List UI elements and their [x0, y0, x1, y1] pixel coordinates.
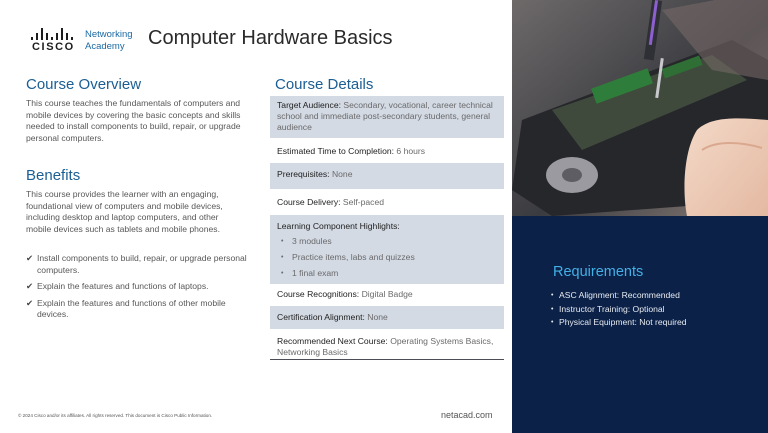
detail-label: Course Recognitions:: [277, 289, 360, 299]
cisco-networking-academy-logo: [30, 28, 142, 56]
benefit-item-text: Explain the features and functions of laptops.: [37, 281, 209, 292]
benefit-item: [26, 281, 248, 293]
netacad-link[interactable]: netacad.com: [441, 410, 493, 420]
detail-row-prerequisites: [270, 163, 504, 189]
cisco-wordmark: CISCO: [32, 41, 75, 53]
laptop-repair-illustration: [512, 0, 768, 216]
copyright-notice: © 2024 Cisco and/or its affiliates. All rights reserved. This document is Cisco Public Information.: [18, 413, 213, 418]
logo-networking-text: Networking: [85, 29, 133, 40]
benefits-text: This course provides the learner with an engaging, foundational view of computers and mobile devices, including desktop and laptop computers, and other mobile devices such as tablets and mobile phones.: [26, 189, 223, 234]
highlight-item: • 3 modules: [277, 236, 497, 247]
requirement-item: • Instructor Training: Optional: [551, 303, 687, 317]
benefit-item-text: Install components to build, repair, or upgrade personal computers.: [37, 253, 247, 275]
detail-value: Secondary, vocational, career technical school and immediate post-secondary students, general audience: [277, 100, 493, 132]
detail-label: Prerequisites:: [277, 169, 330, 179]
detail-row-course-delivery: [270, 189, 504, 215]
detail-value: Operating Systems Basics, Networking Basics: [277, 336, 494, 357]
benefit-item: [26, 253, 248, 276]
course-overview-heading: Course Overview: [26, 76, 142, 93]
course-details-table: [270, 96, 504, 360]
laptop-repair-photo: [512, 0, 768, 216]
highlight-item: • Practice items, labs and quizzes: [277, 252, 497, 263]
course-details-heading: Course Details: [275, 76, 374, 93]
detail-label: Target Audience:: [277, 100, 342, 110]
detail-label: Estimated Time to Completion:: [277, 146, 395, 156]
detail-label: Certification Alignment:: [277, 312, 365, 322]
detail-row-next-course: [270, 329, 504, 360]
highlight-item: • 1 final exam: [277, 268, 497, 279]
detail-label: Recommended Next Course:: [277, 336, 388, 346]
benefit-item-text: Explain the features and functions of other mobile devices.: [37, 297, 226, 320]
detail-value: Digital Badge: [361, 289, 413, 299]
requirement-item: • ASC Alignment: Recommended: [551, 289, 687, 303]
requirement-item: • Physical Equipment: Not required: [551, 316, 687, 330]
course-overview-text: This course teaches the fundamentals of computers and mobile devices by covering the basic concepts and skills needed to install components to build, repair, or upgrade personal computers.: [26, 98, 241, 143]
detail-row-target-audience: [270, 96, 504, 138]
detail-label: Course Delivery:: [277, 197, 341, 207]
academy-wordmark: [85, 29, 133, 53]
requirements-heading: Requirements: [553, 264, 644, 280]
benefits-heading: Benefits: [26, 167, 81, 184]
benefit-item: [26, 298, 248, 321]
requirements-panel: [512, 216, 768, 433]
cisco-bars-icon: [31, 28, 77, 40]
highlights-list: [277, 236, 497, 279]
detail-value: Self-paced: [342, 197, 385, 207]
detail-row-recognitions: [270, 284, 504, 306]
detail-row-estimated-time: [270, 138, 504, 163]
detail-label: Learning Component Highlights:: [277, 221, 400, 231]
detail-value: None: [331, 169, 353, 179]
check-icon: ✔: [26, 297, 34, 308]
detail-row-highlights: [270, 215, 504, 284]
benefits-list: [26, 253, 248, 326]
logo-academy-text: Academy: [85, 41, 125, 52]
detail-value: 6 hours: [396, 146, 426, 156]
requirements-list: [551, 289, 687, 330]
detail-row-certification: [270, 306, 504, 329]
detail-value: None: [367, 312, 388, 322]
check-icon: ✔: [26, 281, 34, 292]
check-icon: ✔: [26, 253, 34, 263]
page-title: Computer Hardware Basics: [148, 27, 393, 49]
